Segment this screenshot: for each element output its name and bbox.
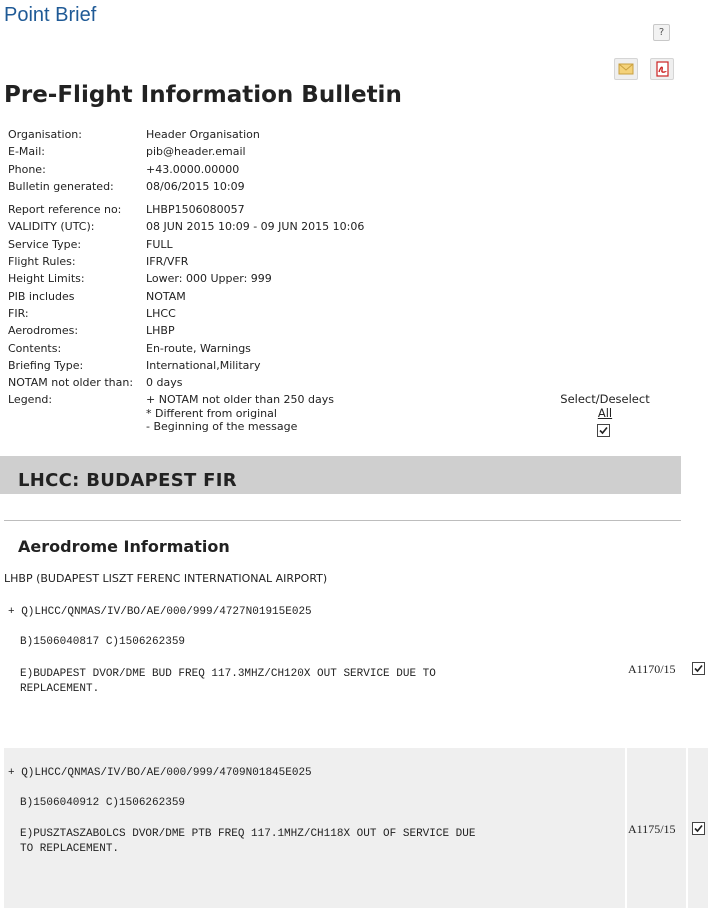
meta-row	[8, 323, 364, 340]
notam-q-line: + Q)LHCC/QNMAS/IV/BO/AE/000/999/4709N01845E025	[8, 767, 312, 779]
legend-line: * Different from original	[146, 406, 277, 420]
checkmark-icon	[693, 823, 704, 834]
meta-row	[8, 306, 364, 323]
legend-row	[8, 392, 364, 433]
meta-value: pib@header.email	[146, 145, 246, 159]
meta-value: Lower: 000 Upper: 999	[146, 272, 272, 286]
meta-row	[8, 271, 364, 288]
meta-value: +43.0000.00000	[146, 162, 240, 176]
pdf-button[interactable]	[650, 58, 674, 80]
notam-id: A1170/15	[628, 662, 676, 676]
checkmark-icon	[693, 663, 704, 674]
aerodrome-name: LHBP (BUDAPEST LISZT FERENC INTERNATIONAL AIRPORT)	[4, 572, 328, 585]
legend-line: + NOTAM not older than 250 days	[146, 393, 334, 407]
meta-value: NOTAM	[146, 289, 186, 303]
page-title: Pre-Flight Information Bulletin	[4, 82, 402, 108]
meta-label: Phone:	[8, 162, 46, 176]
select-all-checkbox[interactable]	[597, 424, 610, 437]
meta-row	[8, 202, 364, 219]
legend-lines	[146, 392, 334, 433]
select-deselect-label: Select/Deselect	[560, 392, 650, 406]
meta-value: International,Military	[146, 358, 261, 372]
notam-q-line: + Q)LHCC/QNMAS/IV/BO/AE/000/999/4727N01915E025	[8, 606, 312, 618]
meta-label: Aerodromes:	[8, 324, 79, 338]
section-title: Aerodrome Information	[18, 537, 230, 556]
meta-row	[8, 341, 364, 358]
meta-value: 0 days	[146, 376, 183, 390]
meta-value: LHBP	[146, 324, 175, 338]
meta-value: LHCC	[146, 306, 176, 320]
meta-value: FULL	[146, 237, 173, 251]
meta-label: E-Mail:	[8, 145, 45, 159]
fir-title: LHCC: BUDAPEST FIR	[18, 470, 237, 491]
meta-label: NOTAM not older than:	[8, 376, 134, 390]
envelope-icon	[615, 59, 637, 79]
checkmark-icon	[598, 425, 609, 436]
notam-e-line-cont: TO REPLACEMENT.	[20, 843, 120, 855]
notam-id: A1175/15	[628, 822, 676, 836]
section-divider	[4, 520, 681, 521]
meta-label: PIB includes	[8, 289, 75, 303]
meta-row	[8, 289, 364, 306]
notam-checkbox[interactable]	[692, 822, 705, 835]
meta-label: Briefing Type:	[8, 358, 84, 372]
meta-label: FIR:	[8, 306, 29, 320]
notam-bc-line: B)1506040817 C)1506262359	[20, 636, 186, 648]
meta-row	[8, 162, 364, 179]
meta-value: En-route, Warnings	[146, 341, 251, 355]
notam-e-line: E)PUSZTASZABOLCS DVOR/DME PTB FREQ 117.1MHZ/CH118X OUT OF SERVICE DUE	[20, 828, 476, 840]
meta-row	[8, 254, 364, 271]
meta-row	[8, 144, 364, 161]
cell-separator	[686, 748, 688, 908]
notam-e-line-cont: REPLACEMENT.	[20, 683, 100, 695]
meta-row	[8, 358, 364, 375]
pdf-icon	[651, 59, 673, 79]
email-button[interactable]	[614, 58, 638, 80]
select-deselect	[555, 393, 655, 421]
cell-separator	[625, 748, 627, 908]
meta-row	[8, 375, 364, 392]
meta-label: Organisation:	[8, 128, 82, 141]
meta-row	[8, 237, 364, 254]
notam-checkbox[interactable]	[692, 662, 705, 675]
meta-label: Report reference no:	[8, 203, 122, 217]
select-all-link[interactable]: All	[597, 405, 613, 420]
meta-row	[8, 219, 364, 236]
meta-value: LHBP1506080057	[146, 203, 245, 217]
meta-value: 08 JUN 2015 10:09 - 09 JUN 2015 10:06	[146, 220, 365, 234]
meta-value: Header Organisation	[146, 128, 260, 141]
meta-value: IFR/VFR	[146, 255, 189, 269]
help-button[interactable]: ?	[653, 24, 670, 41]
legend-line: - Beginning of the message	[146, 419, 298, 433]
meta-label: Contents:	[8, 341, 62, 355]
app-title: Point Brief	[4, 4, 97, 26]
meta-row	[8, 179, 364, 196]
meta-label: VALIDITY (UTC):	[8, 220, 95, 234]
meta-label: Flight Rules:	[8, 255, 76, 269]
meta-label: Height Limits:	[8, 272, 85, 286]
notam-e-line: E)BUDAPEST DVOR/DME BUD FREQ 117.3MHZ/CH120X OUT SERVICE DUE TO	[20, 668, 436, 680]
meta-label: Service Type:	[8, 237, 82, 251]
meta-row	[8, 127, 364, 144]
meta-label: Bulletin generated:	[8, 179, 114, 193]
legend-label: Legend:	[8, 393, 53, 407]
bulletin-meta	[8, 127, 364, 433]
notam-bc-line: B)1506040912 C)1506262359	[20, 797, 186, 809]
meta-value: 08/06/2015 10:09	[146, 179, 245, 193]
